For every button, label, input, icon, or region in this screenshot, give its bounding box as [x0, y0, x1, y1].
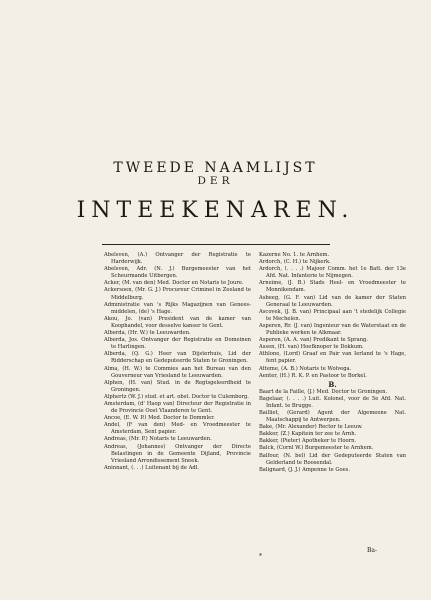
list-item: Kazerne No. 1. te Arnhem.: [259, 252, 330, 258]
list-item: Ardorch, (C. H.) te Nijkerk.: [259, 259, 331, 266]
right-column: [259, 252, 406, 474]
list-item: Aenter, (H.) R. K. P. en Pastoor te Borkel.: [259, 372, 367, 379]
list-item: Bakker, (Pieter) Apotheker te Hoorn.: [259, 438, 357, 445]
list-item: Alma, (H. W.) te Commies aan het Bureau van den Gouverneur van Vriesland te Leeuwarden.: [104, 365, 251, 379]
list-item: Arneime, (J. B.) Stads Heel- en Vroedmeester te Monnikendam.: [259, 280, 406, 294]
list-item: Balignard, (J. J.) Ampenne te Goes.: [259, 466, 350, 473]
heading-line-2: DER: [197, 175, 234, 187]
list-item: Alberda, (Q. G.) Heer van Dijsterhuis, Lid der Ridderschap en Gedeputeerde Staten te Groningen.: [104, 351, 251, 365]
list-item: Baart de la Faille, (J.) Med. Doctor te Groningen.: [259, 388, 388, 395]
list-item: Bakker, (Z.) Kapitein ter zee te Arnh.: [259, 431, 357, 438]
list-item: Asbeeg, (G. F. van) Lid van de kamer der Staten Generaal te Leeuwarden.: [259, 294, 406, 308]
list-item: Acker, (M. van den) Med. Doctor en Notaris te Joure.: [104, 280, 244, 287]
list-item: Ancoe, (E. W. P.) Med. Doctor te Dommler.: [104, 415, 215, 422]
list-item: Ascovek, (J. B. van) Principaal aan 't stedelijk Collegie te Mechelen.: [259, 308, 406, 322]
heading-line-1: TWEEDE NAAMLIJST: [113, 160, 318, 176]
list-item: Andreas, (Johannes) Ontvanger der Directe Belastingen in de Gemeente Dijland, Provincie Vriesland Arrondissement Sneek.: [104, 443, 251, 464]
list-item: Akou, Jo. (van) President van de kamer van Koophandel, voor desselve kanser te Gent.: [104, 315, 251, 329]
list-item: Andel, (F van den) Med- en Vroedmeester te Amsterdam, Sent papier.: [104, 422, 251, 436]
list-item: Andreas, (Mr. P.) Notaris te Leeuwarden.: [104, 436, 212, 443]
list-item: Alberda, Jos. Ontvanger der Registratie en Domeinen te Harlingen.: [104, 337, 251, 351]
list-item: Balck, (Cornl W.) Burgemeester te Arnhem.: [259, 445, 374, 452]
list-item: Bailliet, (Gerard) Agent der Algemeene Nat. Maatschappij te Antwerpen.: [259, 409, 406, 424]
list-item: Alberda, (Hr. W.) te Leeuwarden.: [104, 330, 191, 337]
list-item: Bake, (Mr. Alexander) Rector te Leeuw.: [259, 424, 363, 431]
list-item: Aninnant, (. . .) Luitenant bij de Adl.: [104, 464, 199, 471]
heading-rule: [102, 244, 330, 245]
list-item: Administratie van 's Rijks Magazijnen van Geneesmiddelen, (de) 's Hage.: [104, 301, 251, 315]
list-item: Ardorch, (. . . .) Majoor Comm. het 1e Batt. der 13e Afd. Nat. Infanterie te Nijmegen.: [259, 266, 406, 280]
left-column: [104, 252, 251, 472]
list-item: Ackersoen, (Mr. G. J.) Procureur Criminel in Zeeland te Middelburg.: [104, 287, 251, 301]
section-letter: B.: [328, 379, 337, 389]
list-item: Alphen, (H. van) Stud. in de Regtsgeleerdheid te Groningen.: [104, 379, 251, 393]
list-item: Alphertz (W. J.) stud. et art. obst. Doctor te Culemborg.: [104, 393, 249, 400]
heading-line-3: INTEEKENAREN.: [76, 198, 355, 223]
list-item: Abelsven, (A.) Ontvanger der Registratie te Harderwijk.: [104, 252, 251, 266]
list-item: Asperen, (A. A. van) Predikant te Sprang.: [259, 337, 369, 344]
signature-mark: *: [259, 553, 262, 560]
list-item: Abelsven, Adr. (N. J.) Burgemeester van het Scheurmande Uitbergen.: [104, 266, 251, 280]
list-item: Bagelaar, (. . . .) Luit. Kolonel, voor de 5e Afd. Nat. Infant. te Brugge.: [259, 395, 406, 409]
list-item: Athlone, (Lord) Graaf en Pair van Ierland te 's Hage, fent papier.: [259, 351, 406, 365]
list-item: Balfour, (N. bel) Lid der Gedeputeerde Staten van Gelderland te Roosendal.: [259, 452, 406, 466]
list-item: Assen, (H. van) Hoefknoper te Dokkum.: [259, 344, 364, 351]
list-item: Asperen, Rr. (J. van) Ingenieur van de Waterstaat en de Publieke werken te Alkmaar.: [259, 322, 406, 337]
catchword: Ba-: [367, 547, 378, 554]
list-item: Amsterdam, (d' Haop van) Directeur der Registratie in de Provincie Oost Vlaanderen te Gent.: [104, 400, 251, 415]
list-item: Atteme, (A. B.) Notaris te Wolvega.: [259, 365, 352, 372]
